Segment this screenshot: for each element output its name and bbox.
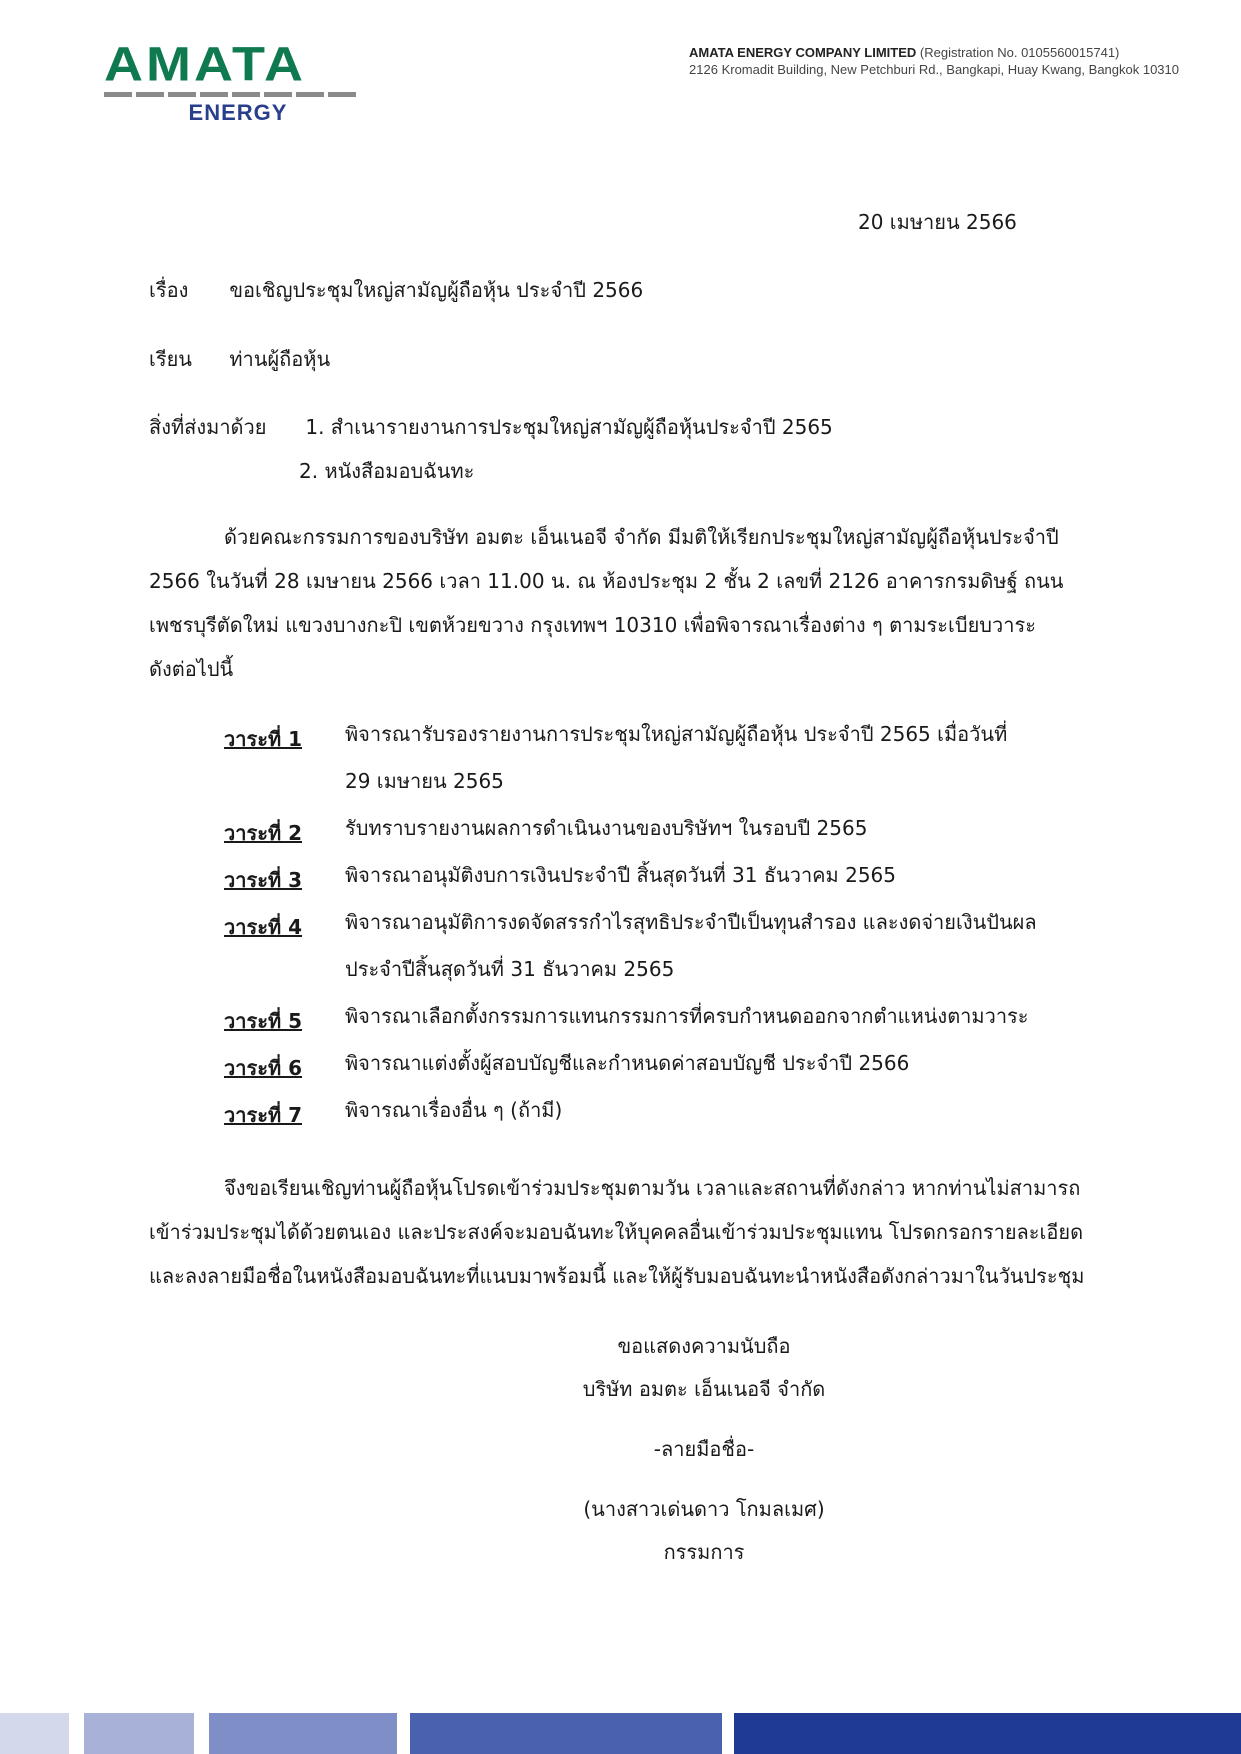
subject-text: ขอเชิญประชุมใหญ่สามัญผู้ถือหุ้น ประจำปี 2566 [229,278,644,302]
signer-title: กรรมการ [663,1540,745,1564]
footer-decoration [0,1713,1241,1754]
signer-name: (นางสาวเด่นดาว โกมลเมศ) [583,1497,825,1521]
recipient-row [149,343,330,375]
footer-block [734,1713,1241,1754]
invitation-paragraph [149,1166,1117,1298]
agenda-text [345,993,1029,1040]
enclosures-row [149,411,833,443]
recipient-label: เรียน [149,347,192,371]
paragraph-line: และลงลายมือชื่อในหนังสือมอบฉันทะที่แนบมาพร้อมนี้ และให้ผู้รับมอบฉันทะนำหนังสือดังกล่าวมาในวันประชุม [149,1264,1085,1288]
agenda-line: พิจารณาอนุมัติงบการเงินประจำปี สิ้นสุดวันที่ 31 ธันวาคม 2565 [345,863,896,887]
agenda-number: วาระที่ 7 [224,1103,303,1127]
intro-paragraph [149,515,1117,691]
footer-block [410,1713,722,1754]
agenda-line: พิจารณาแต่งตั้งผู้สอบบัญชีและกำหนดค่าสอบบัญชี ประจำปี 2566 [345,1051,910,1075]
footer-block [84,1713,194,1754]
paragraph-line: 2566 ในวันที่ 28 เมษายน 2566 เวลา 11.00 น. ณ ห้องประชุม 2 ชั้น 2 เลขที่ 2126 อาคารกรมดิษฐ์ ถนน [149,569,1064,593]
company-registration: (Registration No. 0105560015741) [919,45,1120,60]
agenda-text [345,1040,909,1087]
recipient-text: ท่านผู้ถือหุ้น [229,347,331,371]
logo-subtitle: ENERGY [188,100,288,125]
agenda-number: วาระที่ 5 [224,1009,303,1033]
enclosures-label: สิ่งที่ส่งมาด้วย [149,415,267,439]
enclosure-item: 1. สำเนารายงานการประชุมใหญ่สามัญผู้ถือหุ้นประจำปี 2565 [305,415,833,439]
agenda-line: 29 เมษายน 2565 [345,769,504,793]
agenda-line: รับทราบรายงานผลการดำเนินงานของบริษัทฯ ในรอบปี 2565 [345,816,868,840]
closing-company: บริษัท อมตะ เอ็นเนอจี จำกัด [582,1377,826,1401]
enclosure-item: 2. หนังสือมอบฉันทะ [299,459,475,483]
agenda-number: วาระที่ 3 [224,868,303,892]
letter-date: 20 เมษายน 2566 [858,210,1017,234]
paragraph-line: จึงขอเรียนเชิญท่านผู้ถือหุ้นโปรดเข้าร่วมประชุมตามวัน เวลาและสถานที่ดังกล่าว หากท่านไม่สามารถ [224,1176,1081,1200]
agenda-number: วาระที่ 6 [224,1056,303,1080]
agenda-line: พิจารณาเรื่องอื่น ๆ (ถ้ามี) [345,1098,563,1122]
company-name: AMATA ENERGY COMPANY LIMITED [689,45,917,60]
paragraph-line: ดังต่อไปนี้ [149,657,234,681]
agenda-line: พิจารณาอนุมัติการงดจัดสรรกำไรสุทธิประจำปีเป็นทุนสำรอง และงดจ่ายเงินปันผล [345,910,1037,934]
paragraph-line: เข้าร่วมประชุมได้ด้วยตนเอง และประสงค์จะมอบฉันทะให้บุคคลอื่นเข้าร่วมประชุมแทน โปรดกรอกรายละเอียด [149,1220,1084,1244]
subject-label: เรื่อง [149,278,189,302]
company-address: 2126 Kromadit Building, New Petchburi Rd., Bangkapi, Huay Kwang, Bangkok 10310 [689,62,1179,77]
footer-block [209,1713,397,1754]
signature-placeholder: -ลายมือชื่อ- [653,1437,755,1461]
paragraph-line: เพชรบุรีตัดใหม่ แขวงบางกะปิ เขตห้วยขวาง กรุงเทพฯ 10310 เพื่อพิจารณาเรื่องต่าง ๆ ตามระเบียบวาระ [149,613,1036,637]
company-logo [104,37,356,126]
agenda-line: พิจารณาเลือกตั้งกรรมการแทนกรรมการที่ครบกำหนดออกจากตำแหน่งตามวาระ [345,1004,1029,1028]
agenda-line: พิจารณารับรองรายงานการประชุมใหญ่สามัญผู้ถือหุ้น ประจำปี 2565 เมื่อวันที่ [345,722,1008,746]
closing-regards: ขอแสดงความนับถือ [617,1334,791,1358]
company-header [689,44,1179,78]
agenda-text [345,1087,562,1134]
logo-wordmark: AMATA [104,37,306,92]
logo-divider [104,92,356,97]
agenda-number: วาระที่ 2 [224,821,303,845]
company-name-line [689,44,1179,61]
agenda-text [345,852,896,899]
agenda-number: วาระที่ 1 [224,727,303,751]
agenda-number: วาระที่ 4 [224,915,303,939]
agenda-text [345,899,1037,993]
agenda-text [345,711,1007,805]
agenda-text [345,805,867,852]
paragraph-line: ด้วยคณะกรรมการของบริษัท อมตะ เอ็นเนอจี จำกัด มีมติให้เรียกประชุมใหญ่สามัญผู้ถือหุ้นประจำปี [224,525,1059,549]
agenda-line: ประจำปีสิ้นสุดวันที่ 31 ธันวาคม 2565 [345,957,675,981]
footer-block [0,1713,69,1754]
subject-row [149,274,643,306]
